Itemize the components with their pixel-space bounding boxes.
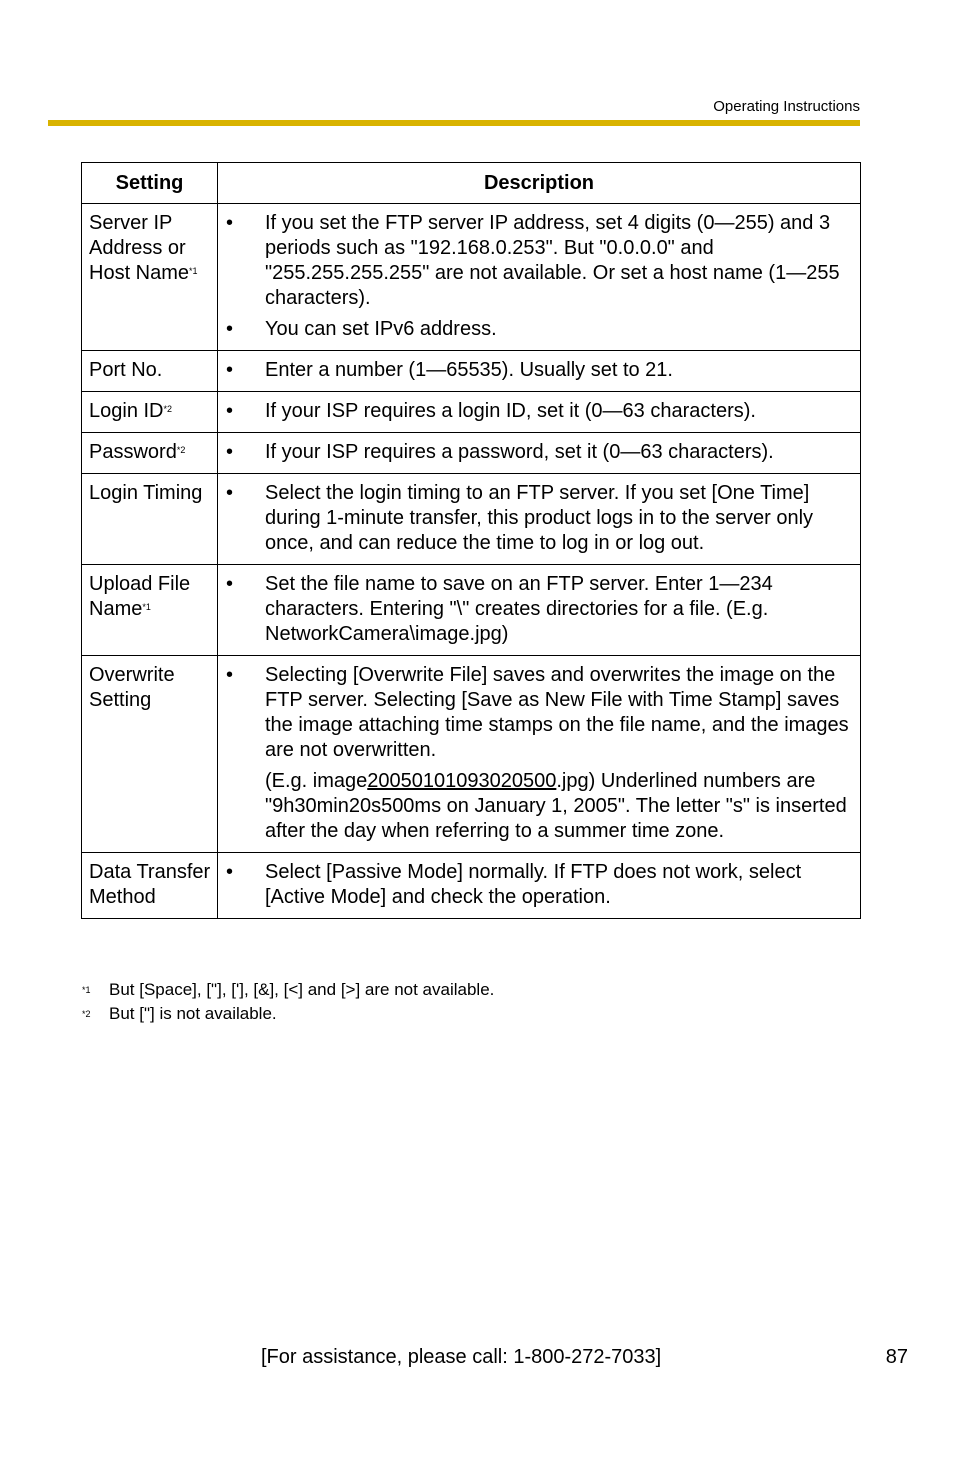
bullet-text: Enter a number (1—65535). Usually set to 21. [265,359,673,381]
bullet-text: Select [Passive Mode] normally. If FTP does not work, select [Active Mode] and check the operation. [265,861,802,908]
bullet-text: Selecting [Overwrite File] saves and overwrites the image on the FTP server. Selecting [Save as New File with Time Stamp] saves the image attaching time stamps on the file name, and the images are not overwritten. [265,664,849,761]
description-cell [218,433,861,474]
bullet-text: Set the file name to save on an FTP server. Enter 1—234 characters. Entering "\" creates directories for a file. (E.g. NetworkCamera\image.jpg) [265,573,773,645]
table-header-row [82,163,861,204]
bullet-item [226,663,852,763]
description-cell [218,474,861,565]
table-row [82,565,861,656]
footnote [82,978,494,1002]
header-label: Operating Instructions [713,98,860,115]
setting-name: Upload File Name [89,573,191,620]
settings-table [81,162,861,919]
setting-name: Login ID [89,400,164,422]
setting-cell [82,656,218,853]
setting-name: Password [89,441,177,463]
bullet-item [226,317,852,342]
footnote [82,1002,494,1026]
bullet-mark: • [226,359,234,381]
column-header-description: Description [218,163,861,204]
table-row [82,853,861,919]
setting-cell [82,392,218,433]
bullet-mark: • [226,573,234,595]
bullet-text: If your ISP requires a password, set it (0—63 characters). [265,441,774,463]
bullet-item [226,211,852,311]
setting-cell [82,853,218,919]
bullet-item [226,481,852,556]
bullet-mark: • [226,861,234,883]
setting-cell [82,433,218,474]
example-paragraph [226,769,852,844]
bullet-item [226,399,852,424]
table-row [82,433,861,474]
footnote-text: But ["] is not available. [109,1004,277,1023]
footnote-mark: *1 [82,985,91,995]
assistance-text: [For assistance, please call: 1-800-272-7033] [261,1346,662,1368]
bullet-mark: • [226,318,234,340]
footnote-ref: *1 [189,266,198,276]
table-row [82,204,861,351]
column-header-setting: Setting [82,163,218,204]
table-row [82,392,861,433]
description-cell [218,656,861,853]
setting-name: Port No. [89,359,163,381]
setting-cell [82,565,218,656]
description-cell [218,392,861,433]
example-prefix: (E.g. image [265,770,368,792]
bullet-mark: • [226,441,234,463]
setting-cell [82,204,218,351]
footnotes [82,978,494,1026]
bullet-item [226,860,852,910]
bullet-text: If you set the FTP server IP address, set 4 digits (0—255) and 3 periods such as "192.168.0.253". But "0.0.0.0" and "255.255.255.255" are not available. Or set a host name (1—255 characters). [265,212,840,309]
setting-name: Server IP Address or Host Name [89,212,190,284]
table-row [82,656,861,853]
setting-name: Overwrite Setting [89,664,175,711]
bullet-text: If your ISP requires a login ID, set it (0—63 characters). [265,400,756,422]
underlined-timestamp: 20050101093020500 [367,770,557,792]
example-suffix: .jpg) Underlined numbers are "9h30min20s500ms on January 1, 2005". The letter "s" is inserted after the day when referring to a summer time zone. [265,770,847,842]
setting-cell [82,351,218,392]
bullet-text: You can set IPv6 address. [265,318,497,340]
header-rule [48,120,860,126]
bullet-item [226,572,852,647]
bullet-text: Select the login timing to an FTP server. If you set [One Time] during 1-minute transfer, this product logs in to the server only once, and can reduce the time to log in or log out. [265,482,814,554]
bullet-item [226,440,852,465]
footnote-ref: *2 [176,445,186,455]
table-row [82,474,861,565]
bullet-item [226,358,852,383]
setting-name: Data Transfer Method [89,861,211,908]
description-cell [218,204,861,351]
setting-cell [82,474,218,565]
bullet-mark: • [226,400,234,422]
bullet-mark: • [226,664,234,686]
setting-name: Login Timing [89,482,203,504]
page-number: 87 [885,1346,908,1368]
bullet-mark: • [226,482,234,504]
footnote-text: But [Space], ["], ['], [&], [<] and [>] are not available. [109,980,495,999]
description-cell [218,853,861,919]
description-cell [218,351,861,392]
bullet-mark: • [226,212,234,234]
footnote-mark: *2 [82,1009,91,1019]
table-row [82,351,861,392]
description-cell [218,565,861,656]
footnote-ref: *1 [142,602,151,612]
footnote-ref: *2 [163,404,173,414]
